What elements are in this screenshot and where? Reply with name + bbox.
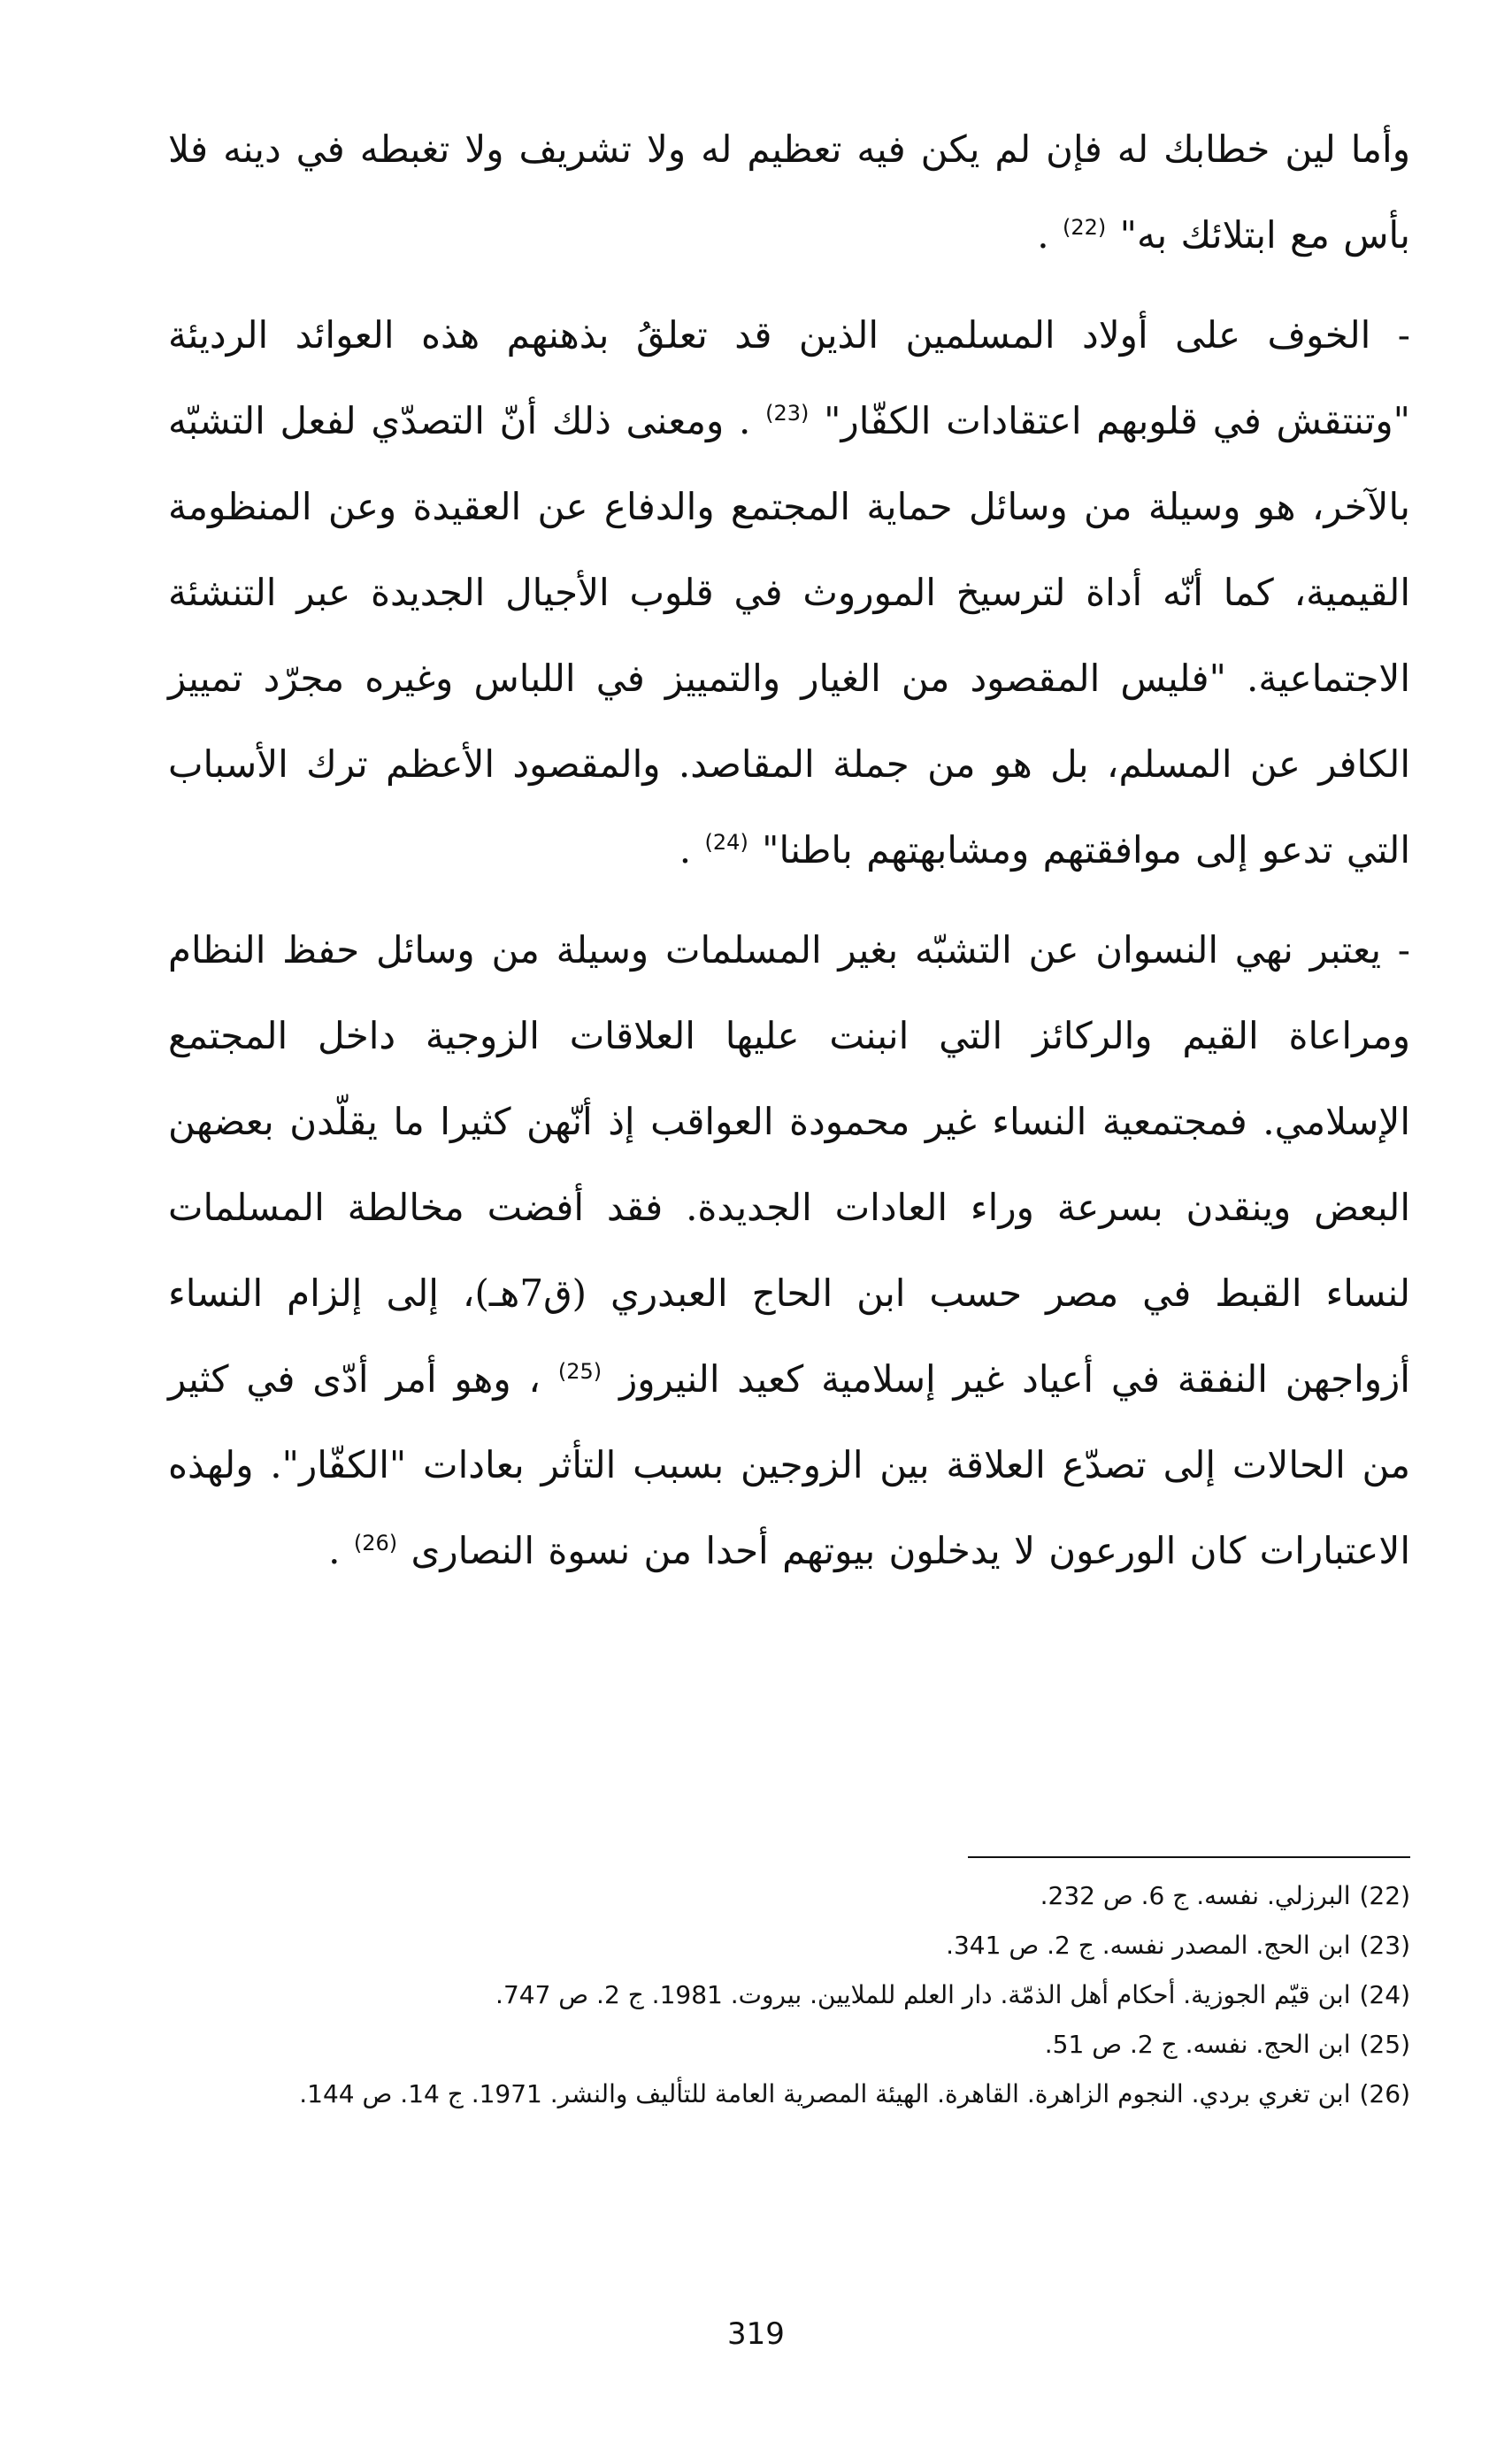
paragraph-2b-after: . (679, 828, 692, 872)
footnote-item (168, 1970, 1410, 2020)
paragraph-3-text: - يعتبر نهي النسوان عن التشبّه بغير المسلمات وسيلة من وسائل حفظ النظام ومراعاة القيم والركائز التي انبنت عليها العلاقات الزوجية داخل المجتمع الإسلامي. فمجتمعية النساء غير محمودة العواقب إذ أنّهن كثيرا ما يقلّدن بعضهن البعض وينقدن بسرعة وراء العادات الجديدة. فقد أفضت مخالطة المسلمات لنساء القبط في مصر حسب ابن الحاج العبدري (ق7هـ)، إلى إلزام النساء أزواجهن النفقة في أعياد غير إسلامية كعيد النيروز (168, 928, 1410, 1401)
paragraph-2-text: - الخوف على أولاد المسلمين الذين قد تعلقُ بذهنهم هذه العوائد الرديئة "وتنتقش في قلوبهم اعتقادات الكفّار" (168, 313, 1410, 442)
footnote-ref-26[interactable]: (26) (353, 1531, 398, 1555)
paragraph-3-after: ، وهو أمر أدّى في كثير من الحالات إلى تصدّع العلاقة بين الزوجين بسبب التأثر بعادات "الكفّار". ولهذه الاعتبارات كان الورعون لا يدخلون بيوتهم أحدا من نسوة النصارى (168, 1357, 1410, 1572)
footnote-ref-25[interactable]: (25) (557, 1359, 602, 1384)
footnote-item (168, 1871, 1410, 1921)
footnote-number: (25) (1359, 2030, 1410, 2059)
footnote-ref-24[interactable]: (24) (704, 830, 748, 855)
paragraph-3 (168, 907, 1410, 1594)
footnote-text: ابن قيّم الجوزية. أحكام أهل الذمّة. دار العلم للملايين. بيروت. 1981. ج 2. ص 747. (495, 1980, 1351, 2009)
footnote-divider (968, 1856, 1410, 1858)
footnote-item (168, 2070, 1410, 2119)
footnote-text: ابن الحج. نفسه. ج 2. ص 51. (1044, 2030, 1351, 2059)
footnote-ref-23[interactable]: (23) (765, 401, 810, 426)
footnote-number: (23) (1359, 1931, 1410, 1960)
footnote-text: البرزلي. نفسه. ج 6. ص 232. (1040, 1881, 1351, 1910)
footnote-number: (24) (1359, 1980, 1410, 2009)
body-text (168, 106, 1410, 1594)
paragraph-3b-after: . (328, 1529, 341, 1572)
footnote-item (168, 1921, 1410, 1970)
paragraph-1-text: وأما لين خطابك له فإن لم يكن فيه تعظيم له ولا تشريف ولا تغبطه في دينه فلا بأس مع ابتلائك به" (168, 127, 1410, 257)
paragraph-2-after: . ومعنى ذلك أنّ التصدّي لفعل التشبّه بالآخر، هو وسيلة من وسائل حماية المجتمع والدفاع عن العقيدة وعن المنظومة القيمية، كما أنّه أداة لترسيخ الموروث في قلوب الأجيال الجديدة عبر التنشئة الاجتماعية. "فليس المقصود من الغيار والتمييز في اللباس وغيره مجرّد تمييز الكافر عن المسلم، بل هو من جملة المقاصد. والمقصود الأعظم ترك الأسباب التي تدعو إلى موافقتهم ومشابهتهم باطنا" (168, 399, 1410, 872)
footnote-ref-22[interactable]: (22) (1062, 215, 1107, 240)
page-number: 319 (727, 2316, 785, 2352)
footnote-number: (26) (1359, 2079, 1410, 2108)
footnote-number: (22) (1359, 1881, 1410, 1910)
paragraph-1-after: . (1037, 213, 1049, 257)
paragraph-2 (168, 292, 1410, 893)
footnote-item (168, 2020, 1410, 2070)
paragraph-1 (168, 106, 1410, 278)
footnotes-list (168, 1871, 1410, 2119)
footnote-text: ابن الحج. المصدر نفسه. ج 2. ص 341. (946, 1931, 1351, 1960)
footnote-text: ابن تغري بردي. النجوم الزاهرة. القاهرة. الهيئة المصرية العامة للتأليف والنشر. 1971. ج 14. ص 144. (299, 2079, 1351, 2108)
